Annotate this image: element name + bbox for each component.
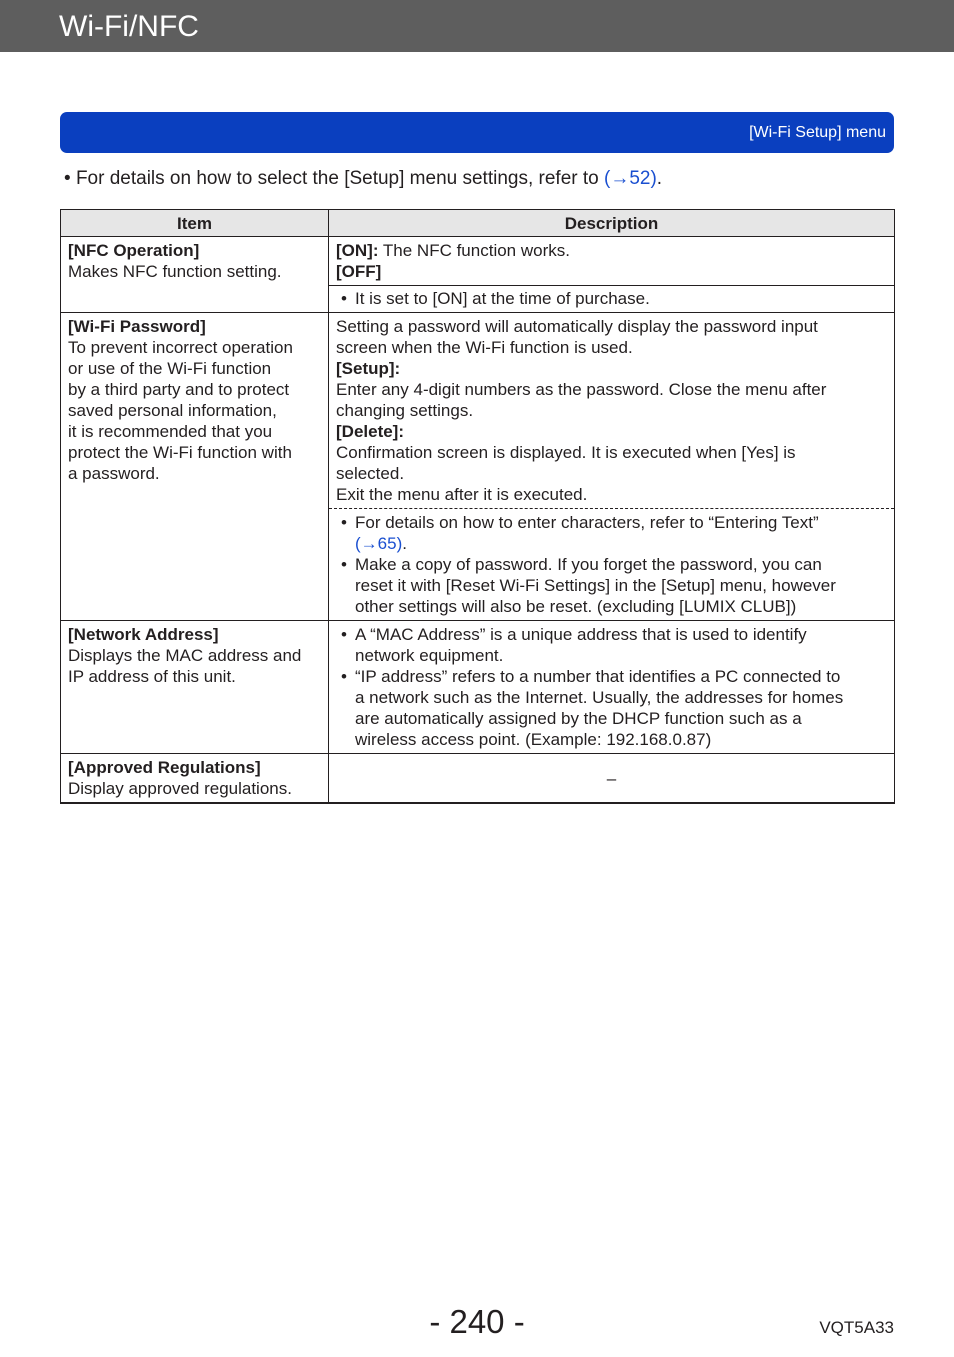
- item-description: Makes NFC function setting.: [68, 262, 282, 281]
- note-line: network equipment.: [355, 646, 504, 665]
- intro-note: [64, 168, 662, 190]
- note-item: [336, 624, 887, 666]
- item-description-line: saved personal information,: [68, 401, 277, 420]
- settings-table: [60, 209, 895, 804]
- description-line: Confirmation screen is displayed. It is executed when [Yes] is: [336, 443, 796, 462]
- description-line: Setting a password will automatically display the password input: [336, 317, 818, 336]
- note-line: • A “MAC Address” is a unique address that is used to identify: [355, 625, 807, 644]
- description-cell: [329, 237, 895, 286]
- bullet: •: [64, 168, 71, 189]
- note-item: [336, 554, 887, 617]
- table-header-row: [61, 210, 895, 237]
- description-cell: [329, 313, 895, 509]
- description-line: Exit the menu after it is executed.: [336, 485, 588, 504]
- page-link-65[interactable]: (→65): [355, 534, 403, 553]
- option-label: [OFF]: [336, 262, 382, 281]
- intro-text: For details on how to select the [Setup] menu settings, refer to: [75, 168, 599, 189]
- note-item: [336, 512, 887, 554]
- description-line: changing settings.: [336, 401, 474, 420]
- document-code: VQT5A33: [819, 1318, 894, 1337]
- chapter-title: Wi-Fi/NFC: [59, 10, 199, 43]
- description-cell: –: [329, 754, 895, 804]
- description-line: screen when the Wi-Fi function is used.: [336, 338, 633, 357]
- item-description-line: Displays the MAC address and: [68, 646, 302, 665]
- item-description-line: a password.: [68, 464, 160, 483]
- description-line: selected.: [336, 464, 405, 483]
- option-label: [ON]:: [336, 241, 379, 260]
- item-description-line: by a third party and to protect: [68, 380, 290, 399]
- note-item: • It is set to [ON] at the time of purchase.: [336, 288, 887, 309]
- item-title: [Wi-Fi Password]: [68, 317, 206, 336]
- note-line: are automatically assigned by the DHCP function such as a: [355, 709, 802, 728]
- intro-end: .: [656, 168, 663, 189]
- item-description-line: To prevent incorrect operation: [68, 338, 293, 357]
- menu-banner-label: [Wi-Fi Setup] menu: [749, 124, 886, 141]
- item-description-line: it is recommended that you: [68, 422, 273, 441]
- table-row: [61, 754, 895, 804]
- item-description-line: protect the Wi-Fi function with: [68, 443, 292, 462]
- table-row: [61, 621, 895, 754]
- note-line: • “IP address” refers to a number that identifies a PC connected to: [355, 667, 841, 686]
- chapter-header: [0, 0, 954, 52]
- item-cell-regulations: [61, 754, 329, 804]
- note-cell: [329, 621, 895, 754]
- note-line: wireless access point. (Example: 192.168.0.87): [355, 730, 712, 749]
- note-line: reset it with [Reset Wi-Fi Settings] in the [Setup] menu, however: [355, 576, 836, 595]
- note-cell: [329, 286, 895, 313]
- note-line: • Make a copy of password. If you forget the password, you can: [355, 555, 822, 574]
- option-text: The NFC function works.: [382, 241, 570, 260]
- note-line: a network such as the Internet. Usually, the addresses for homes: [355, 688, 844, 707]
- header-item: Item: [61, 210, 329, 237]
- description-line: Enter any 4-digit numbers as the password. Close the menu after: [336, 380, 827, 399]
- note-line: • For details on how to enter characters, refer to “Entering Text”: [355, 513, 819, 532]
- item-cell-password: [61, 313, 329, 621]
- page-number: - 240 -: [429, 1303, 525, 1340]
- note-cell: [329, 509, 895, 621]
- item-title: [NFC Operation]: [68, 241, 200, 260]
- item-description-line: or use of the Wi-Fi function: [68, 359, 272, 378]
- item-description-line: IP address of this unit.: [68, 667, 236, 686]
- header-description: Description: [329, 210, 895, 237]
- item-title: [Approved Regulations]: [68, 758, 261, 777]
- item-cell-nfc: [61, 237, 329, 313]
- item-title: [Network Address]: [68, 625, 219, 644]
- note-item: [336, 666, 887, 750]
- note-end: .: [402, 534, 407, 553]
- page-link-52[interactable]: (→52): [604, 168, 657, 189]
- option-label: [Delete]:: [336, 422, 405, 441]
- table-row: [61, 237, 895, 286]
- option-label: [Setup]:: [336, 359, 401, 378]
- item-description: Display approved regulations.: [68, 779, 292, 798]
- item-cell-network: [61, 621, 329, 754]
- menu-banner: [60, 112, 894, 153]
- option-line: [336, 240, 887, 261]
- note-line: other settings will also be reset. (excluding [LUMIX CLUB]): [355, 597, 797, 616]
- table-row: [61, 313, 895, 509]
